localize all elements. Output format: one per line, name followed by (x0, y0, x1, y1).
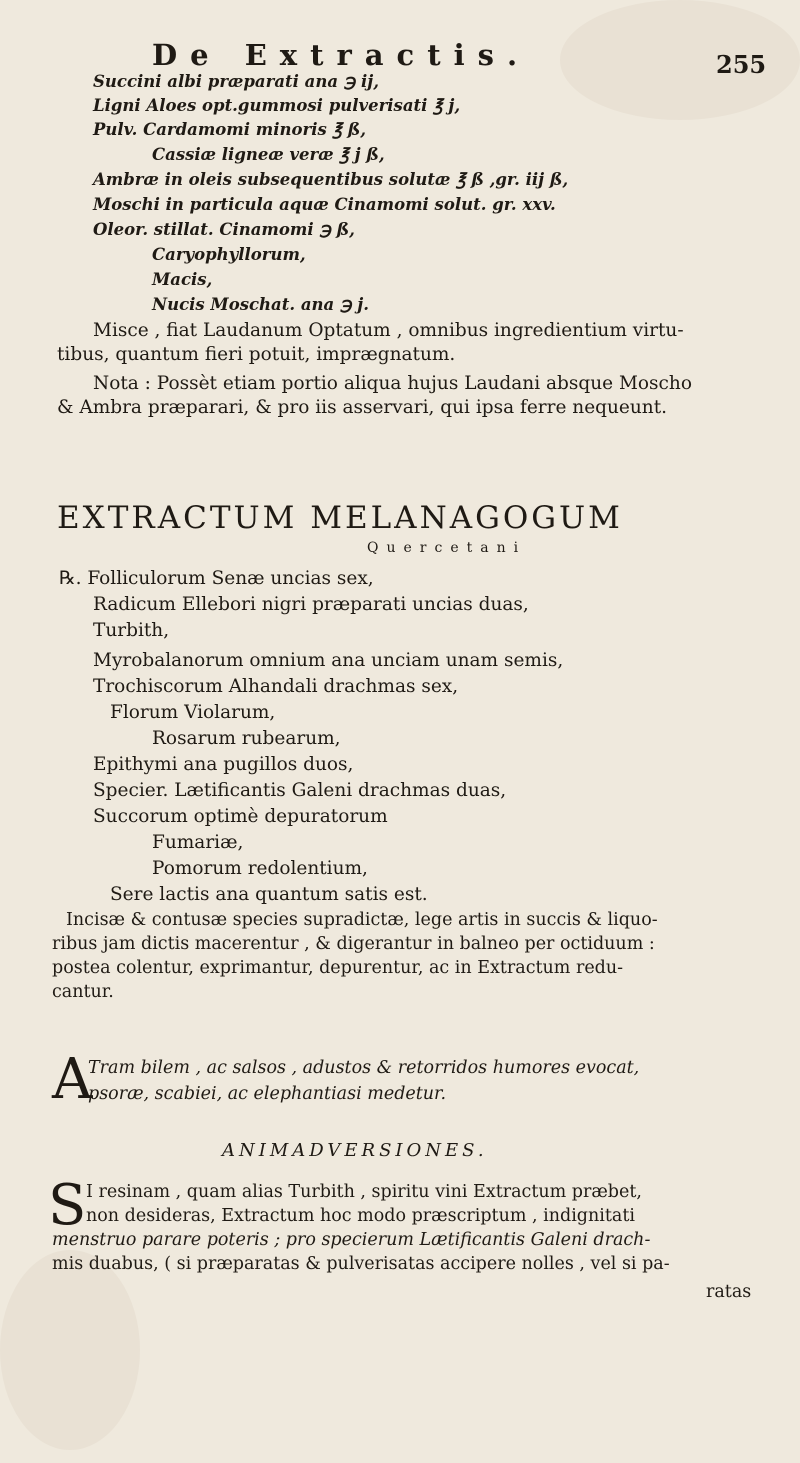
text-line: psoræ, scabiei, ac elephantiasi medetur. (88, 1084, 447, 1104)
recipe-line: Trochiscorum Alhandali drachmas sex, (93, 676, 459, 697)
recipe-line: Pulv. Cardamomi minoris ℥ ß, (93, 120, 367, 139)
recipe-line: Succorum optimè depuratorum (93, 806, 388, 827)
recipe-line: Rosarum rubearum, (152, 728, 341, 749)
recipe-line: Ligni Aloes opt.gummosi pulverisati ℥ j, (93, 96, 461, 115)
section-subtitle: Quercetani (367, 540, 527, 556)
recipe-line: Fumariæ, (152, 832, 244, 853)
page-number: 255 (716, 50, 767, 79)
drop-cap: S (48, 1173, 87, 1238)
recipe-line: Myrobalanorum omnium ana unciam unam semis, (93, 650, 564, 671)
section-title: EXTRACTUM MELANAGOGUM (57, 500, 623, 536)
recipe-line: Cassiæ ligneæ veræ ℥ j ß, (152, 145, 385, 164)
running-header: De Extractis. (152, 38, 531, 72)
recipe-line: Nucis Moschat. ana ℈ j. (152, 295, 369, 314)
recipe-line: Turbith, (93, 620, 170, 641)
text-line: cantur. (52, 982, 114, 1002)
text-line: tibus, quantum fieri potuit, imprægnatum. (57, 344, 456, 365)
recipe-line: Florum Violarum, (110, 702, 276, 723)
text-line: I resinam , quam alias Turbith , spiritu vini Extractum præbet, (86, 1182, 642, 1202)
recipe-line: Specier. Lætificantis Galeni drachmas duas, (93, 780, 507, 801)
text-line: Nota : Possèt etiam portio aliqua hujus Laudani absque Moscho (93, 373, 692, 394)
recipe-line: Succini albi præparati ana ℈ ij, (93, 72, 380, 91)
text-line: Misce , fiat Laudanum Optatum , omnibus ingredientium virtu- (93, 320, 684, 341)
recipe-line: Macis, (152, 270, 213, 289)
recipe-line: Epithymi ana pugillos duos, (93, 754, 354, 775)
recipe-line: Caryophyllorum, (152, 245, 306, 264)
recipe-line: ℞. Folliculorum Senæ uncias sex, (59, 568, 374, 589)
text-line: menstruo parare poteris ; pro specierum Lætificantis Galeni drach- (52, 1230, 651, 1250)
text-line: ribus jam dictis macerentur , & digerantur in balneo per octiduum : (52, 934, 655, 954)
text-line: Incisæ & contusæ species supradictæ, lege artis in succis & liquo- (66, 910, 658, 930)
text-line: Tram bilem , ac salsos , adustos & retorridos humores evocat, (88, 1058, 640, 1078)
text-line: mis duabus, ( si præparatas & pulverisatas accipere nolles , vel si pa- (52, 1254, 670, 1274)
text-line: & Ambra præparari, & pro iis asservari, qui ipsa ferre nequeunt. (57, 397, 668, 418)
recipe-line: Radicum Ellebori nigri præparati uncias duas, (93, 594, 529, 615)
recipe-line: Moschi in particula aquæ Cinamomi solut. gr. xxv. (93, 195, 556, 214)
catchword: ratas (706, 1282, 752, 1302)
text-line: non desideras, Extractum hoc modo præscriptum , indignitati (86, 1206, 635, 1226)
animadversiones-heading: ANIMADVERSIONES. (222, 1140, 488, 1161)
recipe-line: Oleor. stillat. Cinamomi ℈ ß, (93, 220, 355, 239)
recipe-line: Ambræ in oleis subsequentibus solutæ ℥ ß ,gr. iij ß, (93, 170, 569, 189)
paper-stain (0, 1250, 140, 1450)
text-line: postea colentur, exprimantur, depurentur, ac in Extractum redu- (52, 958, 624, 978)
recipe-line: Pomorum redolentium, (152, 858, 368, 879)
drop-cap: A (52, 1047, 93, 1112)
recipe-line: Sere lactis ana quantum satis est. (110, 884, 428, 905)
